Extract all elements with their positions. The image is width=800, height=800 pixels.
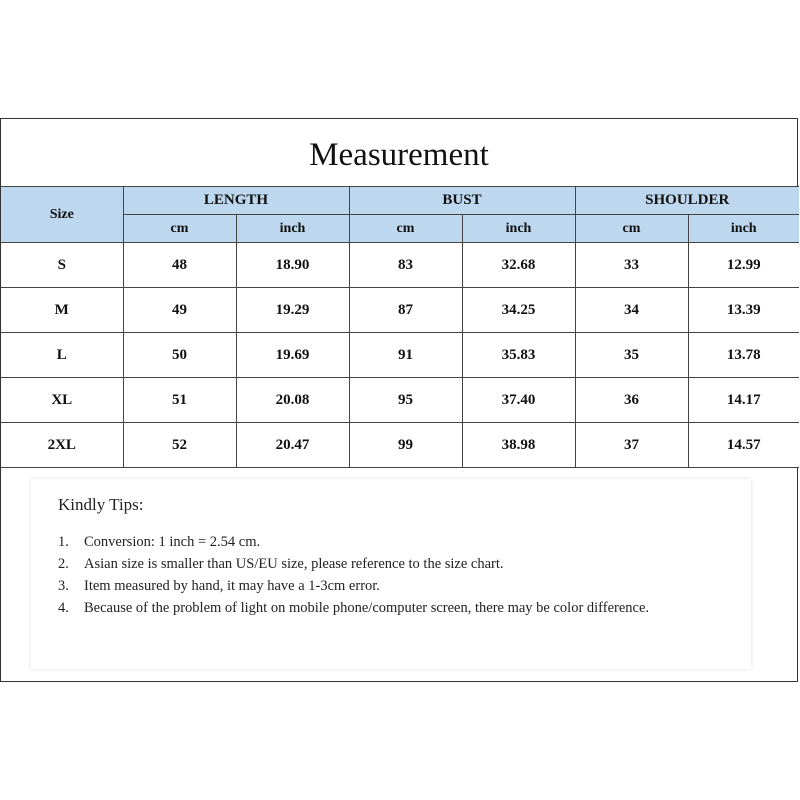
- table-cell: 12.99: [688, 243, 799, 288]
- table-row: [1, 333, 799, 378]
- table-cell: 19.29: [236, 288, 349, 333]
- size-cell: 2XL: [1, 423, 123, 468]
- table-cell: 19.69: [236, 333, 349, 378]
- table-cell: 49: [123, 288, 236, 333]
- table-row: [1, 243, 799, 288]
- table-cell: 35.83: [462, 333, 575, 378]
- tip-text: Asian size is smaller than US/EU size, please reference to the size chart.: [84, 556, 504, 572]
- table-row: [1, 378, 799, 423]
- table-cell: 14.57: [688, 423, 799, 468]
- table-cell: 36: [575, 378, 688, 423]
- table-cell: 37.40: [462, 378, 575, 423]
- size-cell: M: [1, 288, 123, 333]
- table-cell: 34: [575, 288, 688, 333]
- table-cell: 13.78: [688, 333, 799, 378]
- tip-text: Conversion: 1 inch = 2.54 cm.: [84, 534, 261, 550]
- size-cell: S: [1, 243, 123, 288]
- tip-item: [58, 531, 678, 553]
- table-cell: 48: [123, 243, 236, 288]
- table-cell: 38.98: [462, 423, 575, 468]
- shoulder-group-header: SHOULDER: [575, 187, 799, 215]
- tips-box: [31, 479, 751, 669]
- tip-number: 1.: [58, 534, 69, 550]
- tip-text: Because of the problem of light on mobile phone/computer screen, there may be color difference.: [84, 600, 650, 616]
- tip-item: [58, 575, 678, 597]
- table-cell: 35: [575, 333, 688, 378]
- unit-header: inch: [236, 215, 349, 243]
- measurement-chart: [0, 118, 798, 682]
- unit-header: inch: [462, 215, 575, 243]
- table-cell: 83: [349, 243, 462, 288]
- table-cell: 99: [349, 423, 462, 468]
- table-row: [1, 288, 799, 333]
- tip-number: 4.: [58, 600, 69, 616]
- tip-text: Item measured by hand, it may have a 1-3cm error.: [84, 578, 380, 594]
- tip-item: [58, 597, 678, 619]
- length-group-header: LENGTH: [123, 187, 349, 215]
- table-cell: 20.47: [236, 423, 349, 468]
- unit-header: cm: [123, 215, 236, 243]
- table-cell: 37: [575, 423, 688, 468]
- unit-header: cm: [349, 215, 462, 243]
- table-cell: 52: [123, 423, 236, 468]
- table-cell: 33: [575, 243, 688, 288]
- table-cell: 32.68: [462, 243, 575, 288]
- tip-number: 3.: [58, 578, 69, 594]
- chart-title: Measurement: [309, 137, 489, 173]
- table-cell: 14.17: [688, 378, 799, 423]
- size-column-header: Size: [1, 187, 123, 243]
- tips-title: Kindly Tips:: [58, 495, 144, 514]
- bust-group-header: BUST: [349, 187, 575, 215]
- tip-item: [58, 553, 678, 575]
- unit-header: inch: [688, 215, 799, 243]
- unit-header: cm: [575, 215, 688, 243]
- table-cell: 51: [123, 378, 236, 423]
- table-cell: 91: [349, 333, 462, 378]
- size-cell: L: [1, 333, 123, 378]
- table-cell: 50: [123, 333, 236, 378]
- table-cell: 87: [349, 288, 462, 333]
- table-cell: 95: [349, 378, 462, 423]
- table-cell: 34.25: [462, 288, 575, 333]
- table-row: [1, 423, 799, 468]
- table-cell: 13.39: [688, 288, 799, 333]
- tips-list: [58, 531, 678, 619]
- table-cell: 20.08: [236, 378, 349, 423]
- size-cell: XL: [1, 378, 123, 423]
- table-cell: 18.90: [236, 243, 349, 288]
- size-table: [1, 186, 799, 468]
- tip-number: 2.: [58, 556, 69, 572]
